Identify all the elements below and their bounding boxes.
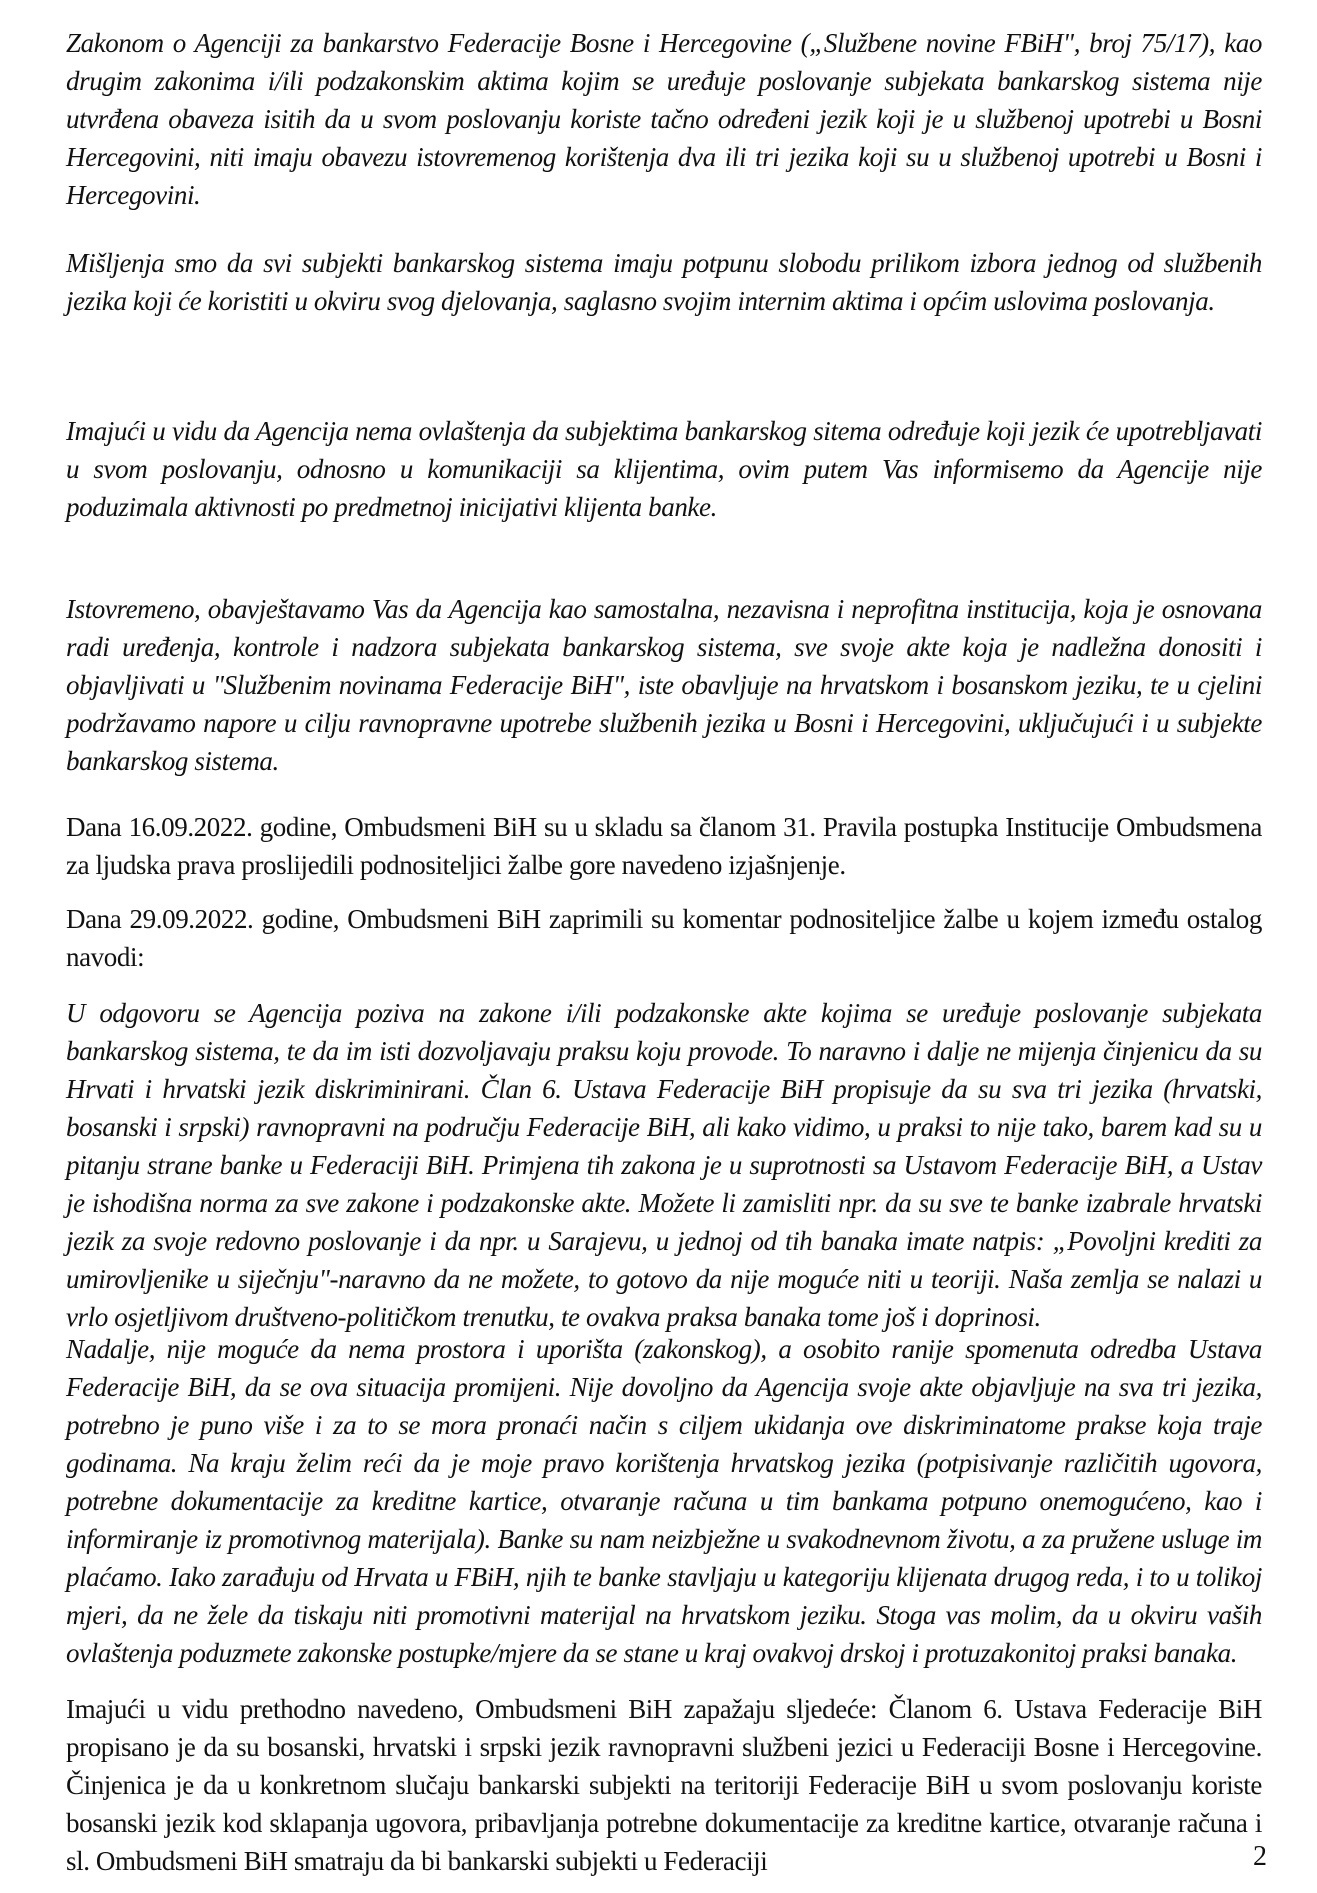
- paragraph-complainant-quote-1: U odgovoru se Agencija poziva na zakone i/ili podzakonske akte kojima se uređuje poslovanje subjekata bankarskog sistema, te da im isti dozvoljavaju praksu koju provode. To naravno i dalje ne mijenja činjenicu da su Hrvati i hrvatski jezik diskriminirani. Član 6. Ustava Federacije BiH propisuje da su sva tri jezika (hrvatski, bosanski i srpski) ravnopravni na području Federacije BiH, ali kako vidimo, u praksi to nije tako, barem kad su u pitanju strane banke u Federaciji BiH. Primjena tih zakona je u suprotnosti sa Ustavom Federacije BiH, a Ustav je ishodišna norma za sve zakone i podzakonske akte. Možete li zamisliti npr. da su sve te banke izabrale hrvatski jezik za svoje redovno poslovanje i da npr. u Sarajevu, u jednoj od tih banaka imate natpis: „Povoljni krediti za umirovljenike u siječnju"-naravno da ne možete, to gotovo da nije moguće niti u teoriji. Naša zemlja se nalazi u vrlo osjetljivom društveno-političkom trenutku, te ovakva praksa banaka tome još i doprinosi.: [66, 998, 1262, 1332]
- paragraph-agency-law: Zakonom o Agenciji za bankarstvo Federacije Bosne i Hercegovine („Službene novine FBiH", broj 75/17), kao drugim zakonima i/ili podzakonskim aktima kojim se uređuje poslovanje subjekata bankarskog sistema nije utvrđena obaveza isitih da u svom poslovanju koriste tačno određeni jezik koji je u službenoj upotrebi u Bosni Hercegovini, niti imaju obavezu istovremenog korištenja dva ili tri jezika koji su u službenoj upotrebi u Bosni i Hercegovini.: [66, 28, 1262, 210]
- paragraph-agency-publications: Istovremeno, obavještavamo Vas da Agencija kao samostalna, nezavisna i neprofitna institucija, koja je osnovana radi uređenja, kontrole i nadzora subjekata bankarskog sistema, sve svoje akte koja je nadležna donositi i objavljivati u "Službenim novinama Federacije BiH", iste obavljuje na hrvatskom i bosanskom jeziku, te u cjelini podržavamo napore u cilju ravnopravne upotrebe službenih jezika u Bosni i Hercegovini, uključujući i u subjekte bankarskog sistema.: [66, 594, 1262, 776]
- paragraph-comment-received: Dana 29.09.2022. godine, Ombudsmeni BiH zaprimili su komentar podnositeljice žalbe u kojem između ostalog navodi:: [66, 904, 1262, 972]
- paragraph-freedom-of-language-choice: Mišljenja smo da svi subjekti bankarskog sistema imaju potpunu slobodu prilikom izbora jednog od službenih jezika koji će koristiti u okviru svog djelovanja, saglasno svojim internim aktima i općim uslovima poslovanja.: [66, 248, 1262, 316]
- page-number: 2: [1253, 1841, 1267, 1872]
- paragraph-ombudsmen-observation: Imajući u vidu prethodno navedeno, Ombudsmeni BiH zapažaju sljedeće: Članom 6. Ustava Federacije BiH propisano je da su bosanski, hrvatski i srpski jezik ravnopravni službeni jezici u Federaciji Bosne i Hercegovine. Činjenica je da u konkretnom slučaju bankarski subjekti na teritoriji Federacije BiH u svom poslovanju koriste bosanski jezik kod sklapanja ugovora, pribavljanja potrebne dokumentacije za kreditne kartice, otvaranje računa i sl. Ombudsmeni BiH smatraju da bi bankarski subjekti u Federaciji: [66, 1694, 1262, 1876]
- paragraph-forwarded-statement: Dana 16.09.2022. godine, Ombudsmeni BiH su u skladu sa članom 31. Pravila postupka Institucije Ombudsmena za ljudska prava proslijedili podnositeljici žalbe gore navedeno izjašnjenje.: [66, 812, 1262, 880]
- paragraph-agency-no-authority: Imajući u vidu da Agencija nema ovlaštenja da subjektima bankarskog sitema određuje koji jezik će upotrebljavati u svom poslovanju, odnosno u komunikaciji sa klijentima, ovim putem Vas informisemo da Agencije nije poduzimala aktivnosti po predmetnoj inicijativi klijenta banke.: [66, 416, 1262, 522]
- paragraph-complainant-quote-2: Nadalje, nije moguće da nema prostora i uporišta (zakonskog), a osobito ranije spomenuta odredba Ustava Federacije BiH, da se ova situacija promijeni. Nije dovoljno da Agencija svoje akte objavljuje na sva tri jezika, potrebno je puno više i za to se mora pronaći način s ciljem ukidanja ove diskriminatome prakse koja traje godinama. Na kraju želim reći da je moje pravo korištenja hrvatskog jezika (potpisivanje različitih ugovora, potrebne dokumentacije za kreditne kartice, otvaranje računa u tim bankama potpuno onemogućeno, kao i informiranje iz promotivnog materijala). Banke su nam neizbježne u svakodnevnom životu, a za pružene usluge im plaćamo. Iako zarađuju od Hrvata u FBiH, njih te banke stavljaju u kategoriju klijenata drugog reda, i to u tolikoj mjeri, da ne žele da tiskaju niti promotivni materijal na hrvatskom jeziku. Stoga vas molim, da u okviru vaših ovlaštenja poduzmete zakonske postupke/mjere da se stane u kraj ovakvoj drskoj i protuzakonitoj praksi banaka.: [66, 1334, 1262, 1668]
